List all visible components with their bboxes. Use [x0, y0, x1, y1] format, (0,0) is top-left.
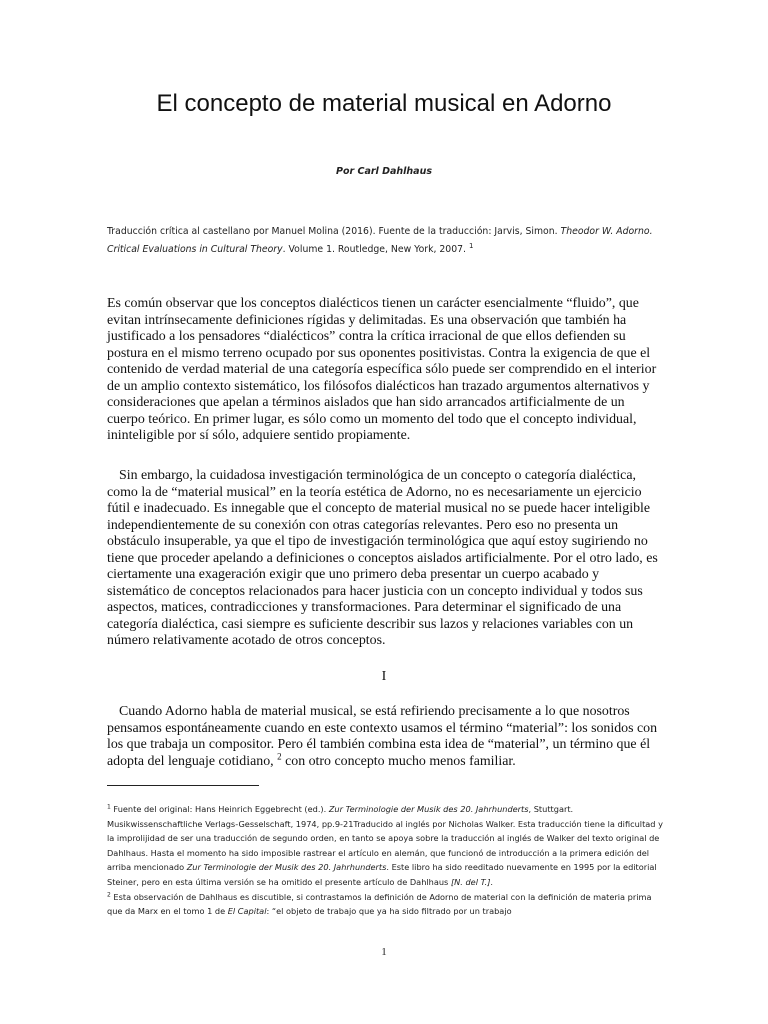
paragraph-3-text-b: con otro concepto mucho menos familiar. — [281, 753, 516, 769]
footnote-1-text-b: , Stuttgart. Musikwissenschaftliche Verlags-Gesselschaft, 1974, pp.9-21Traducido al inglés por Nicholas Walker. Esta traducción tiene la dificultad y la improlijidad de ser una traducción de segundo orden, en tanto se apoya sobre la traducción al inglés de Walker del texto original de Dahlhaus. Hasta el momento ha sido imposible rastrear el artículo en alemán, que funcionó de introducción a la primera edición del arriba mencionado — [107, 804, 663, 873]
footnote-1-text-c: . Este libro ha sido reeditado nuevamente en 1995 por la editorial Steiner, pero en esta última versión se ha omitido el presente artículo de Dahlhaus — [107, 862, 657, 887]
body-paragraph-1: Es común observar que los conceptos dialécticos tienen un carácter esencialmente “fluido”, que evitan intrínsecamente definiciones rígidas y delimitadas. Es una observación que también ha justificado a los pensadores “dialécticos” contra la crítica irracional de que ellos defienden su postura en el mismo terreno ocupado por sus oponentes positivistas. Contra la exigencia de que el contenido de verdad material de una categoría específica sólo puede ser comprendido en el interior de un amplio contexto sistemático, los filósofos dialécticos han trazado argumentos alternativos y consideraciones que apelan a términos aislados que han sido arrancados artificialmente de un cuerpo teórico. En primer lugar, es sólo como un momento del todo que el concepto individual, ininteligible por sí sólo, adquiere sentido propiamente. — [107, 296, 657, 443]
footnote-1-translator-note: [N. del T.] — [450, 876, 491, 887]
translation-book-title: Theodor W. Adorno. Critical Evaluations in Cultural Theory — [107, 226, 653, 255]
footnote-1-book-title-2: Zur Terminologie der Musik des 20. Jahrhunderts — [186, 862, 387, 873]
footnote-1-text-a: Fuente del original: Hans Heinrich Eggebrecht (ed.). — [110, 804, 329, 814]
translation-text-a: Traducción crítica al castellano por Manuel Molina (2016). Fuente de la traducción: Jarvis, Simon. — [107, 226, 561, 237]
section-heading: I — [381, 669, 387, 684]
paragraph-3-text-a: Cuando Adorno habla de material musical, se está refiriendo precisamente a lo que nosotros pensamos espontáneamente cuando en este contexto usamos el término “material”: los sonidos con los que trabaja un compositor. Pero él también combina esta idea de “material”, un término que él adopta del lenguaje cotidiano, — [107, 704, 658, 769]
translation-text-b: . Volume 1. Routledge, New York, 2007. — [282, 244, 469, 255]
author-byline: Por Carl Dahlhaus — [335, 166, 433, 177]
article-title: El concepto de material musical en Adorno — [156, 90, 612, 117]
footnote-2-text-a: Esta observación de Dahlhaus es discutible, si contrastamos la definición de Adorno de material con la definición de materia prima que da Marx en el tomo 1 de — [107, 891, 652, 917]
footnote-2-number: 2 — [107, 890, 111, 898]
body-paragraph-2: Sin embargo, la cuidadosa investigación terminológica de un concepto o categoría dialéctica, como la de “material musical” en la teoría estética de Adorno, no es necesariamente un ejercicio fútil e inadecuado. Es innegable que el concepto de material musical no se puede hacer inteligible independientemente de su conexión con otras categorías relevantes. Pero eso no presenta un obstáculo insuperable, ya que el tipo de investigación terminológica que aquí estoy sugiriendo no tiene que proceder apelando a definiciones o conceptos aislados artificialmente. Por el otro lado, es ciertamente una exageración exigir que uno primero deba presentar un cuerpo acabado y sistemático de conceptos relacionados para hacer justicia con un concepto individual y todos sus aspectos, matices, contradicciones y transformaciones. Para determinar el significado de una categoría dialéctica, casi siempre es suficiente describir sus lazos y relaciones variables con un número relativamente acotado de otros conceptos. — [107, 468, 658, 648]
footnote-1-book-title: Zur Terminologie der Musik des 20. Jahrhunderts — [328, 804, 529, 814]
body-paragraph-3 — [107, 704, 660, 770]
footnote-2-text-b: : “el objeto de trabajo que ya ha sido filtrado por un trabajo — [266, 906, 512, 917]
footnotes-section — [107, 802, 664, 919]
footnote-separator — [107, 785, 259, 786]
footnote-2-book-title: El Capital — [227, 906, 267, 917]
translation-note — [107, 223, 663, 259]
footnote-ref-2[interactable]: 2 — [277, 750, 282, 761]
footnote-1 — [107, 802, 664, 890]
footnote-1-text-d: . — [490, 876, 494, 887]
footnote-2 — [107, 890, 664, 919]
footnote-1-number: 1 — [107, 803, 111, 811]
page-number: 1 — [381, 946, 387, 958]
footnote-ref-1[interactable]: 1 — [468, 241, 474, 250]
